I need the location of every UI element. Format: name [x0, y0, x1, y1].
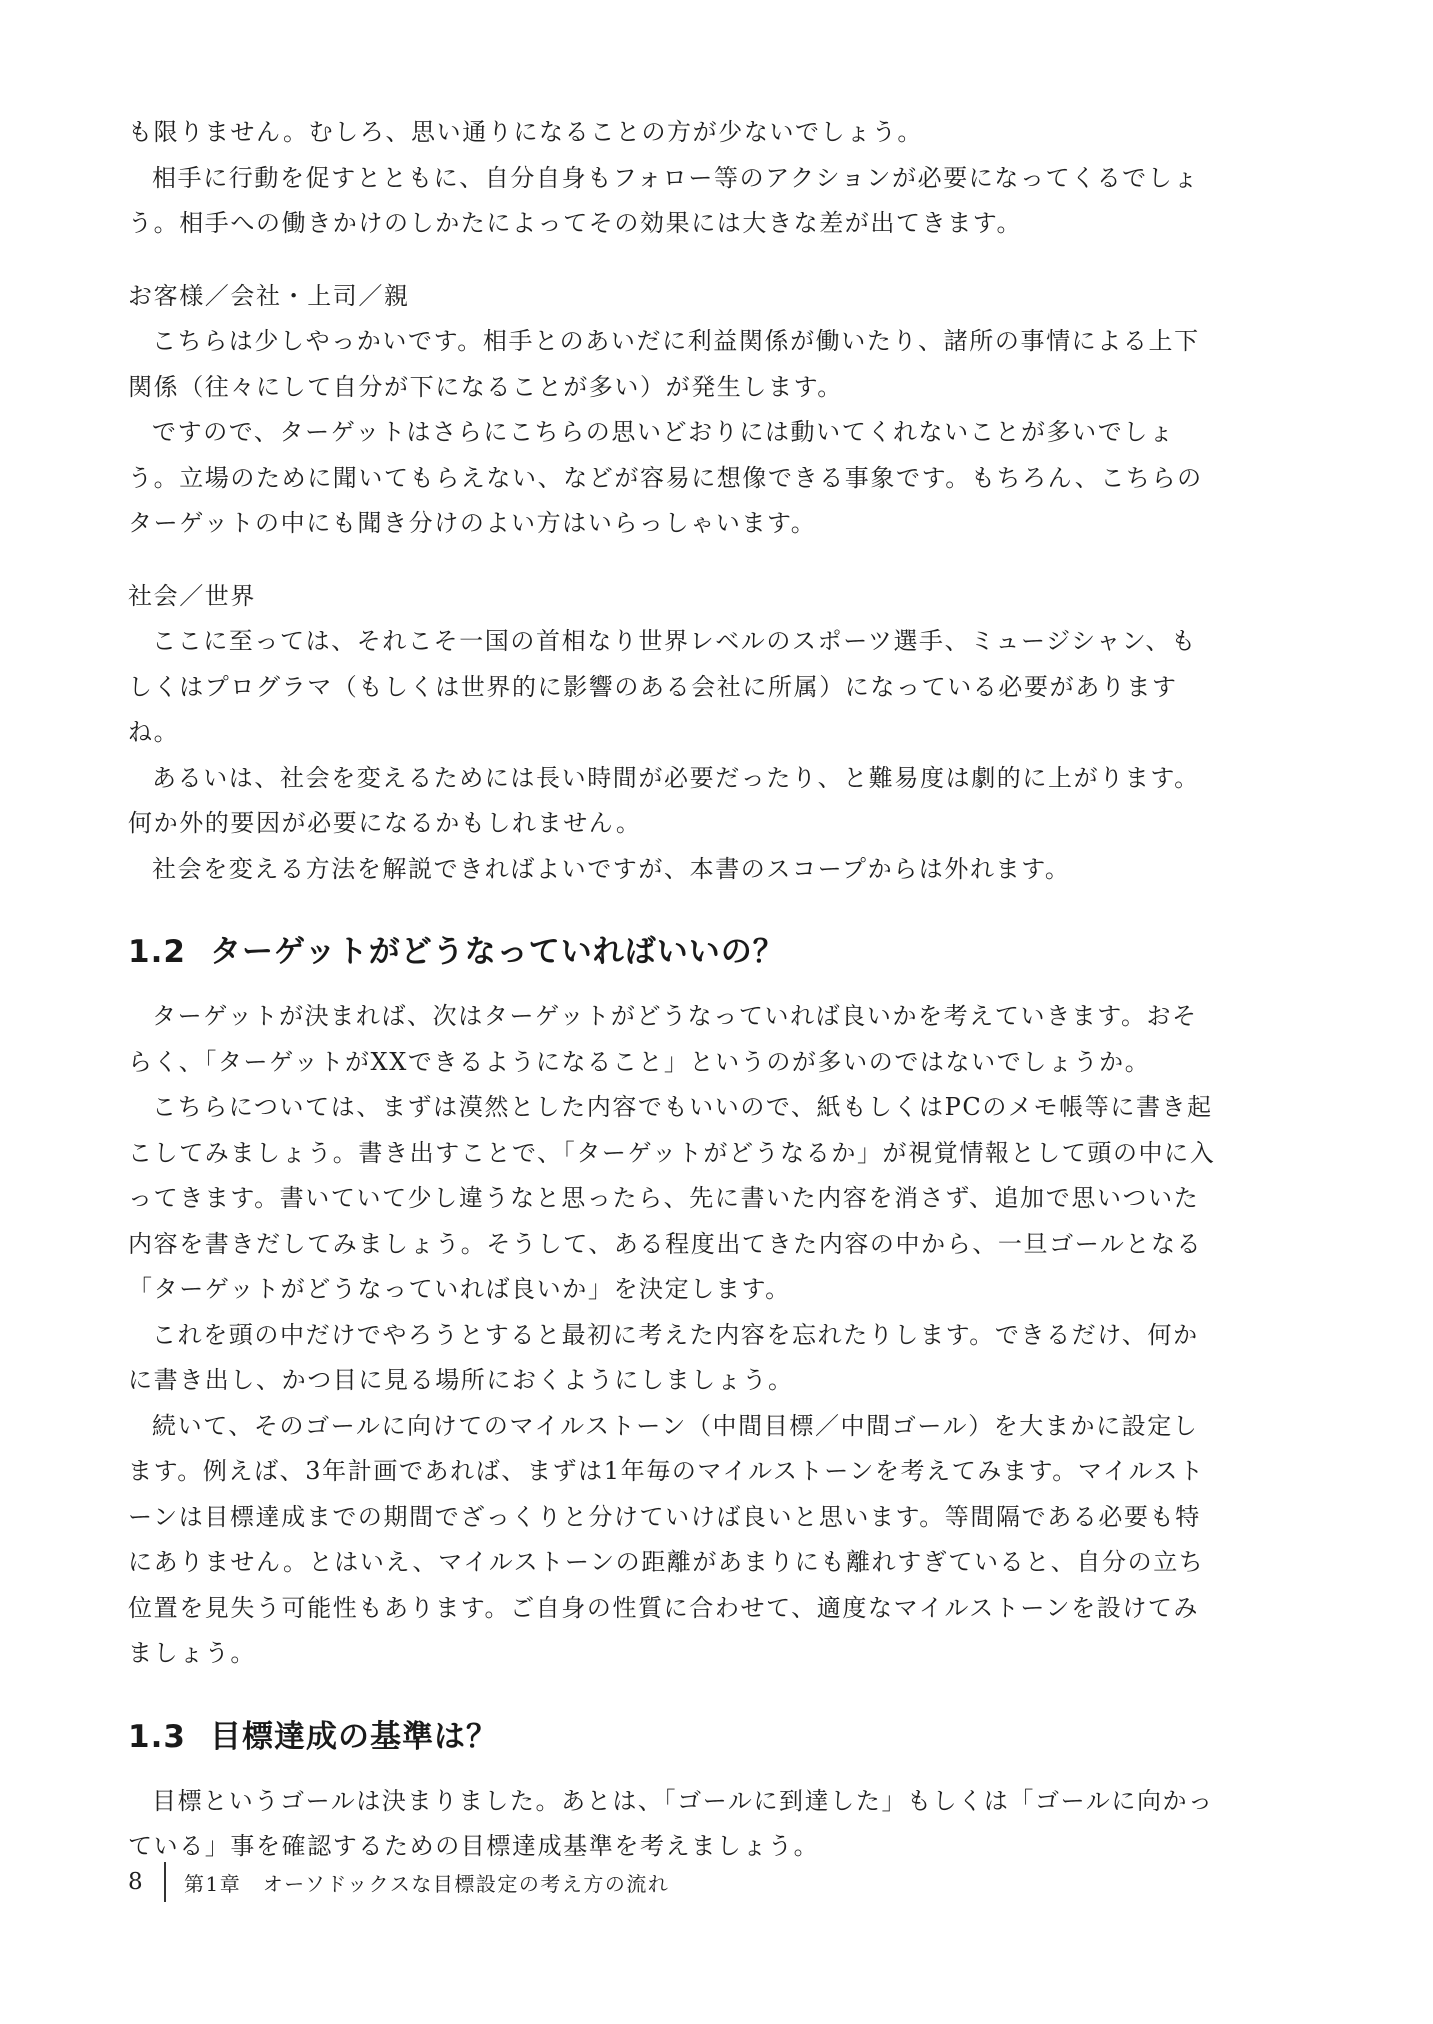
page-body — [128, 110, 1220, 1870]
society-paragraph-2: あるいは、社会を変えるためには長い時間が必要だったり、と難易度は劇的に上がります。何か外的要因が必要になるかもしれません。 — [128, 763, 1200, 837]
subheading-society: 社会／世界 — [128, 581, 256, 610]
society-paragraph-1: ここに至っては、それこそ一国の首相なり世界レベルのスポーツ選手、ミュージシャン、もしくはプログラマ（もしくは世界的に影響のある会社に所属）になっている必要がありますね。 — [128, 627, 1197, 746]
intro-paragraph-2: 相手に行動を促すとともに、自分自身もフォロー等のアクションが必要になってくるでしょう。相手への働きかけのしかたによってその効果には大きな差が出てきます。 — [128, 163, 1199, 237]
running-chapter-title: 第1章 オーソドックスな目標設定の考え方の流れ — [184, 1871, 670, 1896]
section-number: 1.3 — [128, 1718, 186, 1755]
society-paragraph-3: 社会を変える方法を解説できればよいですが、本書のスコープからは外れます。 — [152, 854, 1071, 883]
section-1-2-paragraph-1: ターゲットが決まれば、次はターゲットがどうなっていれば良いかを考えていきます。おそらく、「ターゲットがXXできるようになること」というのが多いのではないでしょうか。 — [128, 1002, 1198, 1076]
section-1-2-paragraph-4: 続いて、そのゴールに向けてのマイルストーン（中間目標／中間ゴール）を大まかに設定します。例えば、3年計画であれば、まずは1年毎のマイルストーンを考えてみます。マイルストーンは目標達成までの期間でざっくりと分けていけば良いと思います。等間隔である必要も特にありません。とはいえ、マイルストーンの距離があまりにも離れすぎていると、自分の立ち位置を見失う可能性もあります。ご自身の性質に合わせて、適度なマイルストーンを設けてみましょう。 — [128, 1411, 1205, 1667]
section-title: 目標達成の基準は？ — [210, 1718, 498, 1755]
section-1-3-paragraph-1: 目標というゴールは決まりました。あとは、「ゴールに到達した」もしくは「ゴールに向かっている」事を確認するための目標達成基準を考えましょう。 — [128, 1786, 1214, 1860]
section-heading-1-2 — [128, 932, 1220, 972]
intro-paragraph-1: も限りません。むしろ、思い通りになることの方が少ないでしょう。 — [128, 118, 924, 146]
page-number: 8 — [128, 1869, 143, 1895]
section-number: 1.2 — [128, 934, 186, 970]
section-title: ターゲットがどうなっていればいいの？ — [210, 934, 785, 970]
customers-paragraph-1: こちらは少しやっかいです。相手とのあいだに利益関係が働いたり、諸所の事情による上下関係（往々にして自分が下になることが多い）が発生します。 — [128, 327, 1200, 401]
page-footer — [128, 1862, 669, 1902]
customers-paragraph-2: ですので、ターゲットはさらにこちらの思いどおりには動いてくれないことが多いでしょう。立場のために聞いてもらえない、などが容易に想像できる事象です。もちろん、こちらのターゲットの中にも聞き分けのよい方はいらっしゃいます。 — [128, 418, 1203, 537]
subheading-customers: お客様／会社・上司／親 — [128, 281, 410, 310]
footer-divider — [164, 1862, 166, 1902]
section-1-2-paragraph-3: これを頭の中だけでやろうとすると最初に考えた内容を忘れたりします。できるだけ、何かに書き出し、かつ目に見る場所におくようにしましょう。 — [128, 1320, 1199, 1394]
section-1-2-paragraph-2: こちらについては、まずは漠然とした内容でもいいので、紙もしくはPCのメモ帳等に書き起こしてみましょう。書き出すことで、「ターゲットがどうなるか」が視覚情報として頭の中に入ってきます。書いていて少し違うなと思ったら、先に書いた内容を消さず、追加で思いついた内容を書きだしてみましょう。そうして、ある程度出てきた内容の中から、一旦ゴールとなる「ターゲットがどうなっていれば良いか」を決定します。 — [128, 1093, 1216, 1303]
section-heading-1-3 — [128, 1717, 1220, 1757]
